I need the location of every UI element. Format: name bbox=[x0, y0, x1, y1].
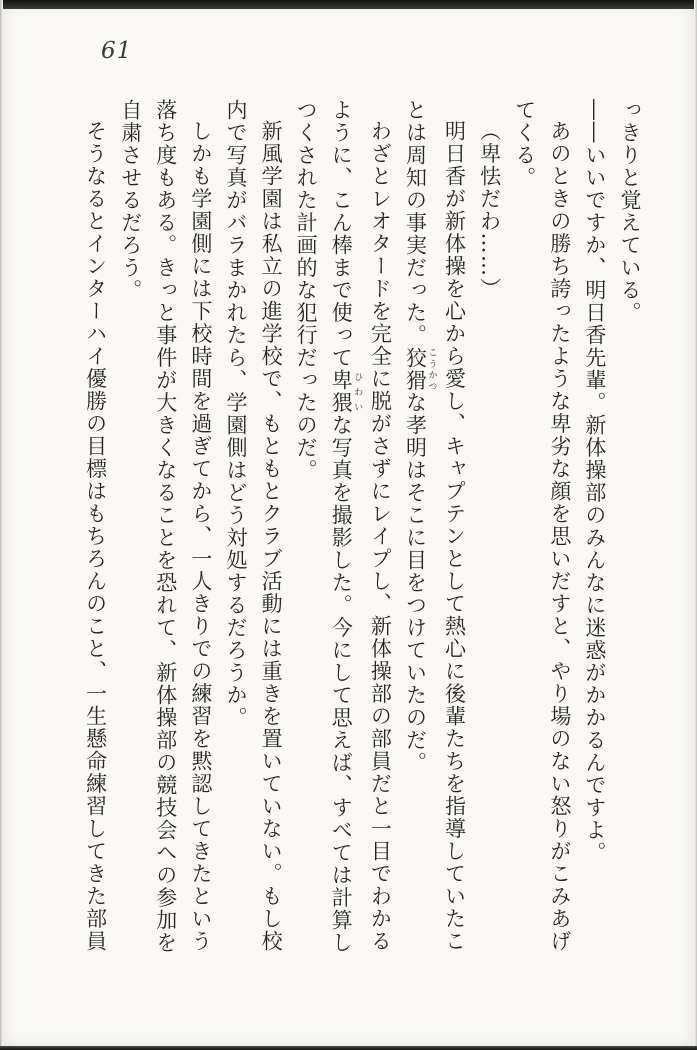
furigana-reading: ひわい bbox=[352, 369, 363, 414]
text-column-13: しかも学園側には下校時間を過ぎてから、一人きりでの練習を黙認してきたという bbox=[188, 120, 213, 953]
scan-edge-left bbox=[0, 0, 3, 1050]
text-column-10: つくされた計画的な犯行だったのだ。 bbox=[294, 99, 319, 482]
furigana-reading: こうかつ bbox=[426, 346, 437, 392]
text-column-7: とは周知の事実だった。狡猾 こうかつな孝明はそこに目をつけていたのだ。 bbox=[403, 99, 437, 774]
page-number: 61 bbox=[101, 38, 133, 64]
body-text-block bbox=[85, 99, 647, 961]
text-column-12: 内で写真がバラまかれたら、学園側はどう対処するだろうか。 bbox=[223, 99, 248, 729]
text-column-6: 明日香が新体操を心から愛し、キャプテンとして熱心に後輩たちを指導していたこ bbox=[442, 120, 467, 953]
furigana-word: 卑猥 ひわい bbox=[329, 369, 363, 414]
text-column-9: ように、こん棒まで使って卑猥 ひわいな写真を撮影した。今にして思えば、すべては計算し bbox=[329, 99, 363, 954]
scan-edge-bottom bbox=[0, 1046, 697, 1050]
text-column-15: 自粛させるだろう。 bbox=[118, 99, 143, 302]
text-column-11: 新風学園は私立の進学校で、もともとクラブ活動には重きを置いていない。もし校 bbox=[259, 120, 284, 953]
text-column-2: ――いいですか、明日香先輩。新体操部のみんなに迷惑がかかるんですよ。 bbox=[582, 99, 607, 864]
text-column-5: （卑怯だわ……） bbox=[477, 120, 502, 300]
furigana-word: 狡猾 こうかつ bbox=[403, 346, 437, 392]
text-column-14: 落ち度もある。きっと事件が大きくなることを恐れて、新体操部の競技会への参加を bbox=[153, 99, 178, 954]
text-column-3: あのときの勝ち誇ったような卑劣な顔を思いだすと、やり場のない怒りがこみあげ bbox=[547, 120, 572, 953]
text-column-1: っきりと覚えている。 bbox=[618, 99, 642, 324]
text-column-16: そうなるとインターハイ優勝の目標はもちろんのこと、一生懸命練習してきた部員 bbox=[83, 120, 108, 953]
scan-edge-top bbox=[0, 0, 697, 9]
text-column-8: わざとレオタードを完全に脱がさずにレイプし、新体操部の部員だと一目でわかる bbox=[368, 120, 393, 953]
text-column-4: てくる。 bbox=[512, 99, 537, 189]
